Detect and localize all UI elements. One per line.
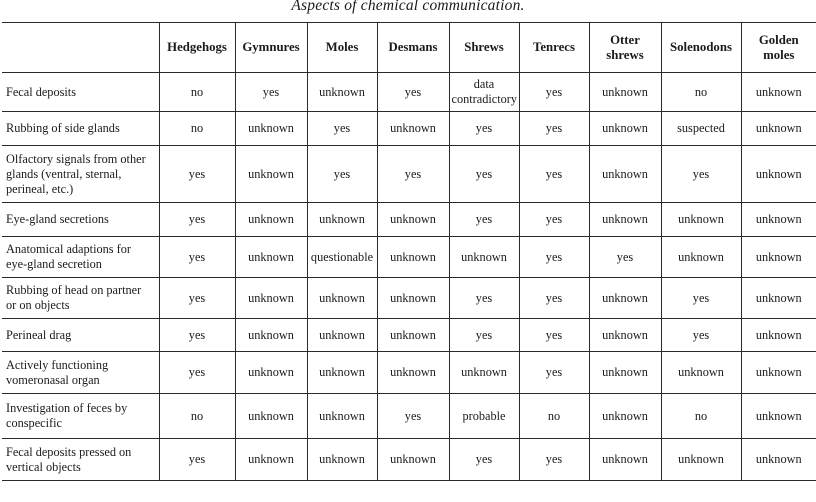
table-cell: unknown (741, 146, 816, 203)
table-cell: yes (519, 203, 589, 237)
row-label: Rubbing of head on partner or on objects (2, 278, 159, 319)
header-solenodons: Solenodons (661, 23, 741, 73)
table-row (2, 203, 816, 237)
table-cell: unknown (377, 352, 449, 394)
header-otter-shrews: Otter shrews (589, 23, 661, 73)
table-cell: yes (449, 319, 519, 352)
table-row (2, 73, 816, 112)
table-cell: yes (661, 146, 741, 203)
table-cell: unknown (741, 203, 816, 237)
table-cell: yes (159, 278, 235, 319)
table-cell: unknown (307, 394, 377, 439)
table-cell: yes (519, 319, 589, 352)
row-label: Anatomical adaptions for eye-gland secretion (2, 237, 159, 278)
table-cell: unknown (589, 394, 661, 439)
table-cell: yes (449, 112, 519, 146)
table-cell: unknown (661, 203, 741, 237)
table-cell: unknown (661, 352, 741, 394)
table-cell: unknown (235, 203, 307, 237)
table-row (2, 278, 816, 319)
table-cell: unknown (235, 352, 307, 394)
table-cell: unknown (307, 278, 377, 319)
table-cell: unknown (307, 73, 377, 112)
table-row (2, 112, 816, 146)
chemical-communication-table (2, 22, 816, 481)
row-label: Rubbing of side glands (2, 112, 159, 146)
table-row (2, 237, 816, 278)
table-cell: unknown (235, 112, 307, 146)
table-cell: no (159, 112, 235, 146)
table-cell: unknown (377, 439, 449, 481)
table-cell: unknown (741, 319, 816, 352)
table-cell: unknown (741, 439, 816, 481)
row-label: Eye-gland secretions (2, 203, 159, 237)
table-cell: yes (159, 146, 235, 203)
table-body (2, 73, 816, 481)
table-cell: unknown (661, 237, 741, 278)
row-label: Olfactory signals from other glands (ventral, sternal, perineal, etc.) (2, 146, 159, 203)
table-cell: yes (449, 203, 519, 237)
header-desmans: Desmans (377, 23, 449, 73)
table-cell: unknown (741, 73, 816, 112)
table-cell: unknown (449, 352, 519, 394)
row-label: Fecal deposits (2, 73, 159, 112)
row-label: Fecal deposits pressed on vertical objects (2, 439, 159, 481)
table-cell: yes (159, 319, 235, 352)
table-cell: yes (449, 146, 519, 203)
table-cell: unknown (307, 203, 377, 237)
table-cell: yes (519, 352, 589, 394)
header-row (2, 23, 816, 73)
table-cell: unknown (235, 146, 307, 203)
table-cell: questionable (307, 237, 377, 278)
table-cell: unknown (589, 73, 661, 112)
table-cell: unknown (307, 439, 377, 481)
table-cell: yes (519, 237, 589, 278)
header-hedgehogs: Hedgehogs (159, 23, 235, 73)
table-cell: yes (519, 112, 589, 146)
table-cell: yes (449, 278, 519, 319)
row-label: Actively functioning vomeronasal organ (2, 352, 159, 394)
table-row (2, 319, 816, 352)
table-cell: unknown (449, 237, 519, 278)
table-cell: no (519, 394, 589, 439)
table-cell: unknown (661, 439, 741, 481)
table-cell: yes (589, 237, 661, 278)
header-tenrecs: Tenrecs (519, 23, 589, 73)
table-cell: yes (159, 237, 235, 278)
table-cell: yes (307, 146, 377, 203)
table-cell: no (159, 394, 235, 439)
table-cell: unknown (307, 352, 377, 394)
header-shrews: Shrews (449, 23, 519, 73)
table-cell: yes (519, 278, 589, 319)
table-row (2, 352, 816, 394)
table-cell: unknown (235, 319, 307, 352)
table-cell: unknown (377, 278, 449, 319)
table-cell: unknown (741, 352, 816, 394)
table-cell: unknown (741, 112, 816, 146)
table-cell: suspected (661, 112, 741, 146)
table-cell: yes (159, 352, 235, 394)
table-cell: unknown (589, 278, 661, 319)
table-cell: unknown (589, 319, 661, 352)
table-cell: unknown (589, 439, 661, 481)
header-golden-moles: Golden moles (741, 23, 816, 73)
table-cell: yes (159, 439, 235, 481)
table-cell: yes (519, 146, 589, 203)
table-cell: unknown (377, 319, 449, 352)
table-cell: unknown (589, 146, 661, 203)
table-cell: unknown (741, 278, 816, 319)
table-cell: unknown (235, 439, 307, 481)
table-cell: yes (377, 146, 449, 203)
table-row (2, 146, 816, 203)
table-cell: unknown (377, 203, 449, 237)
table-cell: yes (661, 278, 741, 319)
table-cell: no (661, 394, 741, 439)
table-cell: yes (159, 203, 235, 237)
table-cell: yes (377, 394, 449, 439)
table-cell: unknown (377, 112, 449, 146)
header-cell-empty (2, 23, 159, 73)
table-cell: unknown (235, 394, 307, 439)
table-row (2, 439, 816, 481)
table-cell: no (661, 73, 741, 112)
table-cell: unknown (235, 237, 307, 278)
table-cell: unknown (589, 203, 661, 237)
table-row (2, 394, 816, 439)
table-cell: probable (449, 394, 519, 439)
row-label: Investigation of feces by conspecific (2, 394, 159, 439)
row-label: Perineal drag (2, 319, 159, 352)
table-cell: yes (661, 319, 741, 352)
table-cell: unknown (741, 394, 816, 439)
table-cell: unknown (235, 278, 307, 319)
table-cell: unknown (589, 352, 661, 394)
table-cell: no (159, 73, 235, 112)
table-cell: yes (235, 73, 307, 112)
table-cell: yes (519, 73, 589, 112)
table-cell: data contradictory (449, 73, 519, 112)
table-cell: unknown (741, 237, 816, 278)
table-caption: Aspects of chemical communication. (291, 0, 525, 14)
table-cell: yes (377, 73, 449, 112)
table-cell: unknown (377, 237, 449, 278)
table-cell: yes (307, 112, 377, 146)
header-gymnures: Gymnures (235, 23, 307, 73)
table-cell: unknown (307, 319, 377, 352)
table-cell: yes (449, 439, 519, 481)
table-cell: yes (519, 439, 589, 481)
header-moles: Moles (307, 23, 377, 73)
table-cell: unknown (589, 112, 661, 146)
